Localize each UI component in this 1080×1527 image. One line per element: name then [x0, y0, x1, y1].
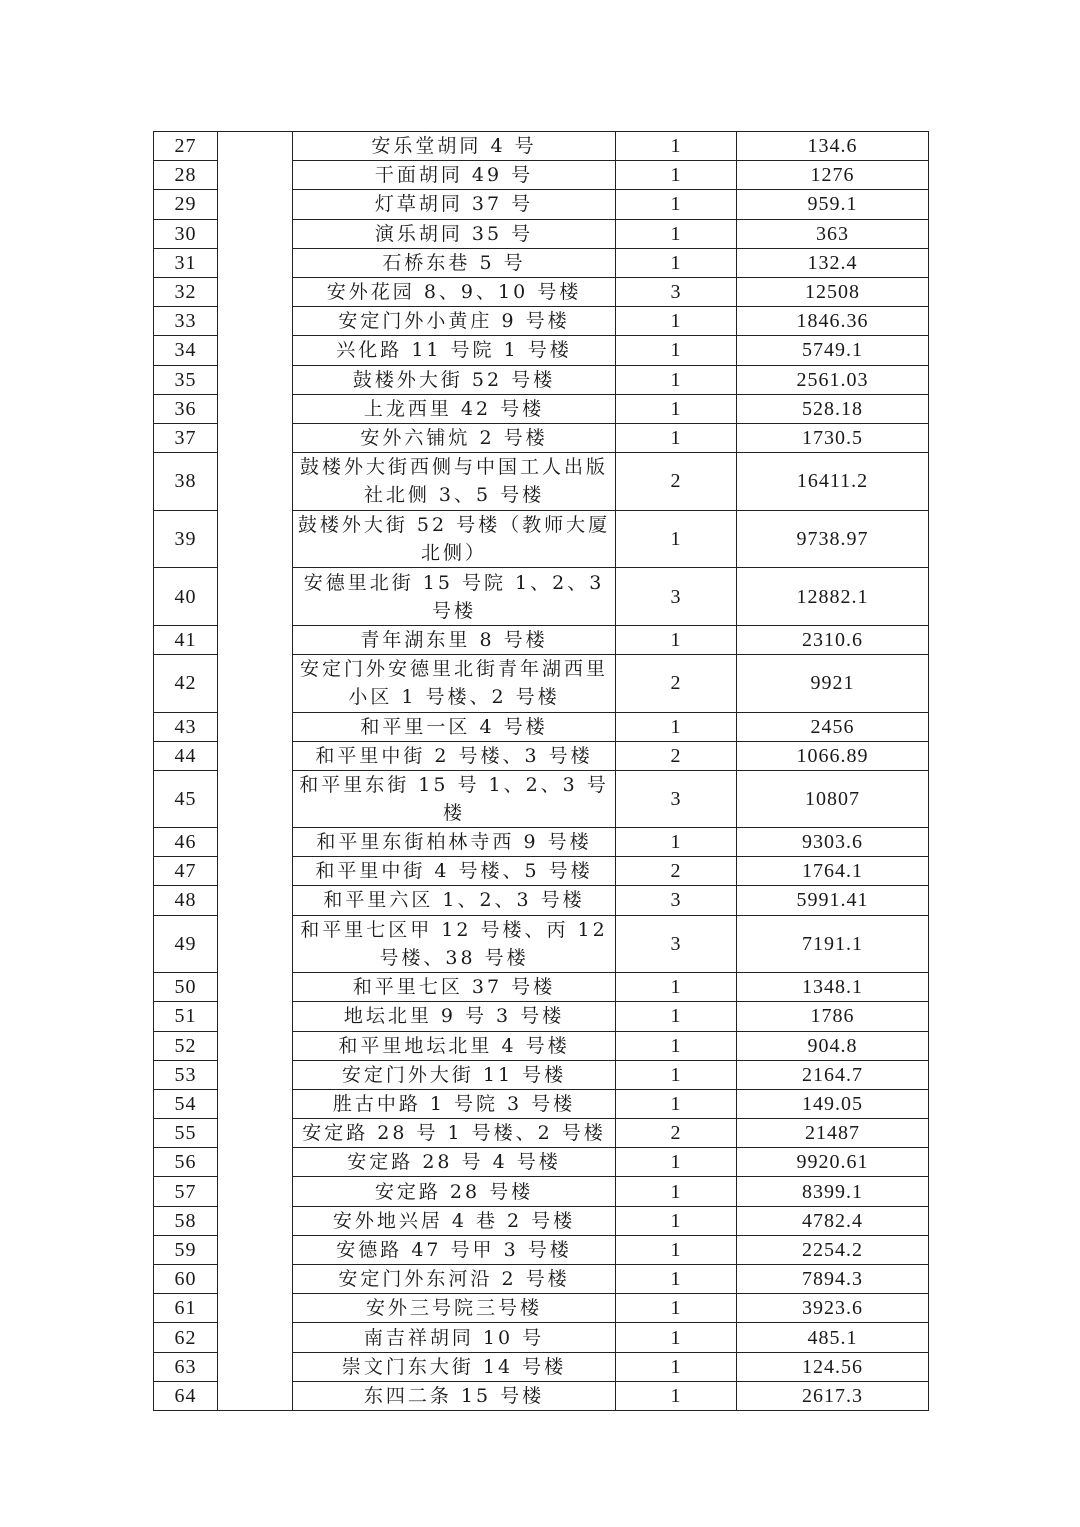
- building-area: 9921: [737, 655, 929, 713]
- building-area: 1348.1: [737, 973, 929, 1002]
- building-count: 2: [616, 453, 737, 511]
- building-name: 安外三号院三号楼: [293, 1294, 616, 1323]
- building-name: 鼓楼外大街 52 号楼（教师大厦北侧）: [293, 510, 616, 568]
- row-number: 33: [154, 307, 218, 336]
- row-number: 30: [154, 219, 218, 248]
- building-name: 地坛北里 9 号 3 号楼: [293, 1002, 616, 1031]
- building-count: 1: [616, 161, 737, 190]
- building-area: 10807: [737, 771, 929, 828]
- building-count: 1: [616, 1060, 737, 1089]
- building-area: 363: [737, 219, 929, 248]
- building-count: 1: [616, 1323, 737, 1352]
- table-row: [154, 132, 929, 161]
- building-count: 1: [616, 394, 737, 423]
- building-name: 和平里六区 1、2、3 号楼: [293, 886, 616, 915]
- building-area: 21487: [737, 1119, 929, 1148]
- building-name: 和平里一区 4 号楼: [293, 712, 616, 741]
- building-count: 3: [616, 771, 737, 828]
- building-name: 鼓楼外大街 52 号楼: [293, 365, 616, 394]
- building-area: 5991.41: [737, 886, 929, 915]
- building-area: 2254.2: [737, 1235, 929, 1264]
- row-number: 31: [154, 248, 218, 277]
- building-area: 1730.5: [737, 423, 929, 452]
- row-number: 37: [154, 423, 218, 452]
- building-count: 1: [616, 1206, 737, 1235]
- building-count: 1: [616, 190, 737, 219]
- merged-category-cell: [218, 132, 293, 1411]
- building-area: 1276: [737, 161, 929, 190]
- building-name: 安定路 28 号 4 号楼: [293, 1148, 616, 1177]
- building-name: 安定路 28 号 1 号楼、2 号楼: [293, 1119, 616, 1148]
- building-name: 安德路 47 号甲 3 号楼: [293, 1235, 616, 1264]
- building-name: 干面胡同 49 号: [293, 161, 616, 190]
- row-number: 56: [154, 1148, 218, 1177]
- building-count: 1: [616, 1177, 737, 1206]
- building-name: 和平里七区 37 号楼: [293, 973, 616, 1002]
- building-area: 1846.36: [737, 307, 929, 336]
- building-name: 和平里地坛北里 4 号楼: [293, 1031, 616, 1060]
- row-number: 47: [154, 857, 218, 886]
- building-count: 1: [616, 1294, 737, 1323]
- building-name: 胜古中路 1 号院 3 号楼: [293, 1089, 616, 1118]
- building-name: 和平里东街柏林寺西 9 号楼: [293, 828, 616, 857]
- building-area: 2617.3: [737, 1381, 929, 1410]
- building-area: 485.1: [737, 1323, 929, 1352]
- building-count: 1: [616, 336, 737, 365]
- building-area: 9738.97: [737, 510, 929, 568]
- building-name: 安德里北街 15 号院 1、2、3 号楼: [293, 568, 616, 626]
- building-count: 1: [616, 1265, 737, 1294]
- building-count: 1: [616, 973, 737, 1002]
- building-area: 2561.03: [737, 365, 929, 394]
- row-number: 40: [154, 568, 218, 626]
- building-area: 12508: [737, 277, 929, 306]
- building-count: 1: [616, 510, 737, 568]
- building-count: 1: [616, 423, 737, 452]
- row-number: 54: [154, 1089, 218, 1118]
- building-count: 1: [616, 712, 737, 741]
- building-count: 1: [616, 1235, 737, 1264]
- row-number: 52: [154, 1031, 218, 1060]
- building-area: 5749.1: [737, 336, 929, 365]
- building-list-table: [153, 131, 929, 1411]
- building-name: 安外六铺炕 2 号楼: [293, 423, 616, 452]
- building-area: 4782.4: [737, 1206, 929, 1235]
- building-area: 904.8: [737, 1031, 929, 1060]
- building-area: 528.18: [737, 394, 929, 423]
- building-count: 1: [616, 365, 737, 394]
- row-number: 38: [154, 453, 218, 511]
- building-name: 安外地兴居 4 巷 2 号楼: [293, 1206, 616, 1235]
- row-number: 32: [154, 277, 218, 306]
- building-count: 1: [616, 219, 737, 248]
- building-count: 1: [616, 248, 737, 277]
- row-number: 49: [154, 915, 218, 973]
- building-area: 134.6: [737, 132, 929, 161]
- building-name: 和平里中街 2 号楼、3 号楼: [293, 741, 616, 770]
- building-area: 149.05: [737, 1089, 929, 1118]
- building-count: 3: [616, 277, 737, 306]
- building-name: 青年湖东里 8 号楼: [293, 625, 616, 654]
- row-number: 29: [154, 190, 218, 219]
- building-area: 959.1: [737, 190, 929, 219]
- building-count: 2: [616, 655, 737, 713]
- building-count: 2: [616, 741, 737, 770]
- building-name: 上龙西里 42 号楼: [293, 394, 616, 423]
- row-number: 43: [154, 712, 218, 741]
- building-area: 8399.1: [737, 1177, 929, 1206]
- row-number: 50: [154, 973, 218, 1002]
- building-area: 12882.1: [737, 568, 929, 626]
- building-name: 鼓楼外大街西侧与中国工人出版社北侧 3、5 号楼: [293, 453, 616, 511]
- building-count: 1: [616, 1148, 737, 1177]
- building-name: 崇文门东大街 14 号楼: [293, 1352, 616, 1381]
- building-area: 2164.7: [737, 1060, 929, 1089]
- row-number: 28: [154, 161, 218, 190]
- building-count: 3: [616, 915, 737, 973]
- building-count: 1: [616, 307, 737, 336]
- building-name: 灯草胡同 37 号: [293, 190, 616, 219]
- building-area: 1764.1: [737, 857, 929, 886]
- building-name: 和平里东街 15 号 1、2、3 号楼: [293, 771, 616, 828]
- building-count: 1: [616, 1352, 737, 1381]
- row-number: 62: [154, 1323, 218, 1352]
- building-area: 3923.6: [737, 1294, 929, 1323]
- row-number: 60: [154, 1265, 218, 1294]
- row-number: 39: [154, 510, 218, 568]
- building-name: 安外花园 8、9、10 号楼: [293, 277, 616, 306]
- row-number: 63: [154, 1352, 218, 1381]
- row-number: 36: [154, 394, 218, 423]
- building-count: 2: [616, 1119, 737, 1148]
- building-name: 安定门外小黄庄 9 号楼: [293, 307, 616, 336]
- row-number: 44: [154, 741, 218, 770]
- building-count: 1: [616, 625, 737, 654]
- row-number: 48: [154, 886, 218, 915]
- building-area: 1786: [737, 1002, 929, 1031]
- building-area: 16411.2: [737, 453, 929, 511]
- row-number: 64: [154, 1381, 218, 1410]
- building-area: 2310.6: [737, 625, 929, 654]
- building-name: 安乐堂胡同 4 号: [293, 132, 616, 161]
- row-number: 27: [154, 132, 218, 161]
- row-number: 35: [154, 365, 218, 394]
- building-name: 安定路 28 号楼: [293, 1177, 616, 1206]
- building-count: 1: [616, 828, 737, 857]
- building-area: 1066.89: [737, 741, 929, 770]
- building-count: 1: [616, 1381, 737, 1410]
- building-area: 2456: [737, 712, 929, 741]
- building-count: 3: [616, 568, 737, 626]
- building-name: 演乐胡同 35 号: [293, 219, 616, 248]
- row-number: 45: [154, 771, 218, 828]
- building-name: 和平里七区甲 12 号楼、丙 12 号楼、38 号楼: [293, 915, 616, 973]
- building-name: 安定门外安德里北街青年湖西里小区 1 号楼、2 号楼: [293, 655, 616, 713]
- building-area: 9920.61: [737, 1148, 929, 1177]
- building-name: 南吉祥胡同 10 号: [293, 1323, 616, 1352]
- row-number: 41: [154, 625, 218, 654]
- row-number: 59: [154, 1235, 218, 1264]
- row-number: 46: [154, 828, 218, 857]
- row-number: 61: [154, 1294, 218, 1323]
- row-number: 57: [154, 1177, 218, 1206]
- building-area: 132.4: [737, 248, 929, 277]
- building-name: 石桥东巷 5 号: [293, 248, 616, 277]
- building-area: 9303.6: [737, 828, 929, 857]
- building-count: 1: [616, 1031, 737, 1060]
- building-count: 3: [616, 886, 737, 915]
- building-area: 124.56: [737, 1352, 929, 1381]
- building-area: 7191.1: [737, 915, 929, 973]
- building-name: 和平里中街 4 号楼、5 号楼: [293, 857, 616, 886]
- row-number: 51: [154, 1002, 218, 1031]
- building-count: 2: [616, 857, 737, 886]
- building-name: 东四二条 15 号楼: [293, 1381, 616, 1410]
- row-number: 55: [154, 1119, 218, 1148]
- building-area: 7894.3: [737, 1265, 929, 1294]
- building-name: 安定门外大街 11 号楼: [293, 1060, 616, 1089]
- row-number: 34: [154, 336, 218, 365]
- building-count: 1: [616, 1002, 737, 1031]
- row-number: 53: [154, 1060, 218, 1089]
- building-count: 1: [616, 132, 737, 161]
- table-body: [154, 132, 929, 1411]
- building-name: 安定门外东河沿 2 号楼: [293, 1265, 616, 1294]
- building-count: 1: [616, 1089, 737, 1118]
- row-number: 42: [154, 655, 218, 713]
- row-number: 58: [154, 1206, 218, 1235]
- building-name: 兴化路 11 号院 1 号楼: [293, 336, 616, 365]
